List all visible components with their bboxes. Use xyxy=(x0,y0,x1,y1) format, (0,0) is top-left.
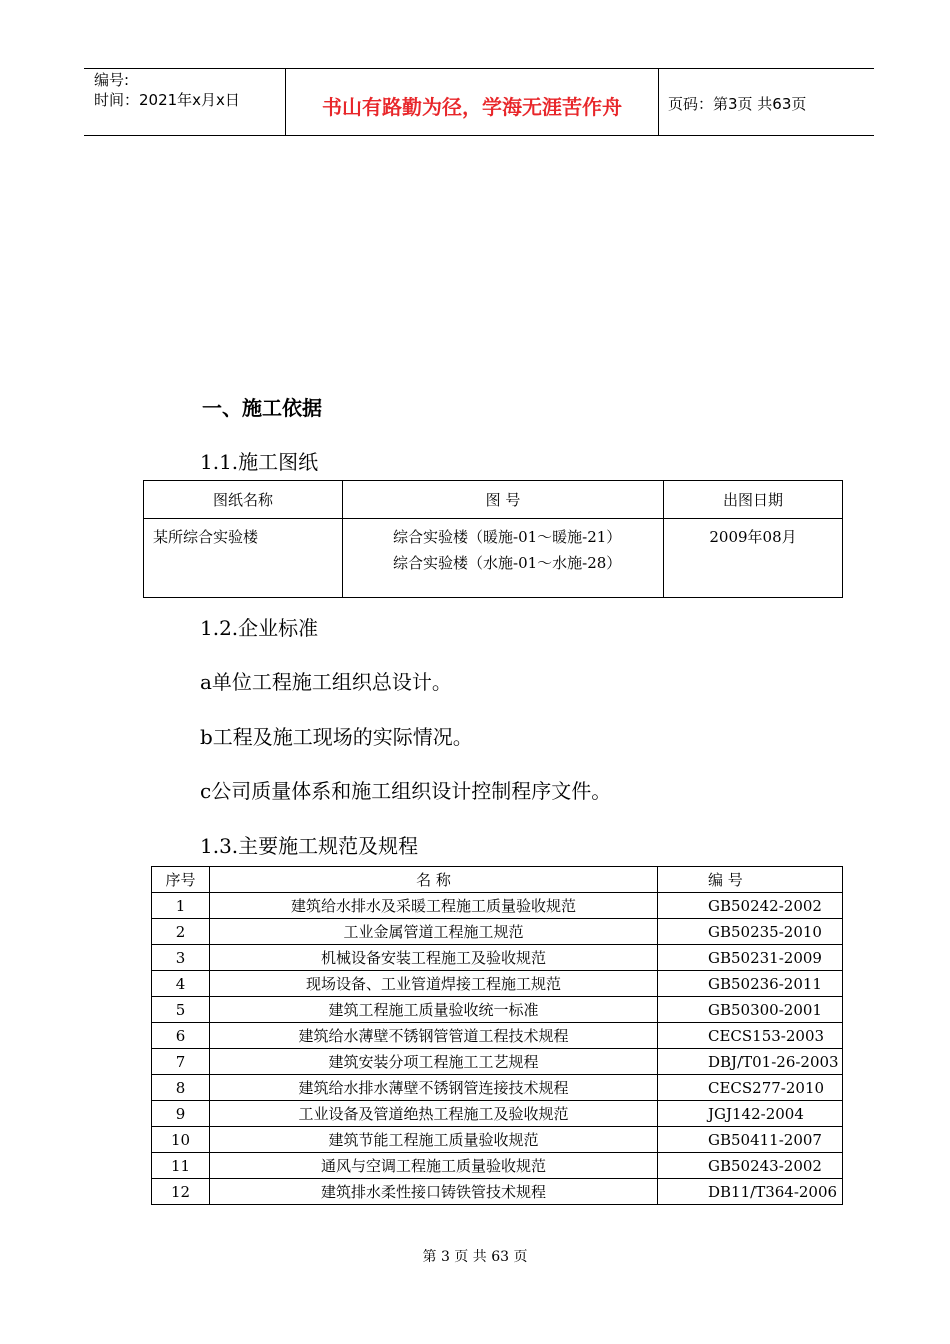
table-row xyxy=(152,945,843,971)
spec-code-cell: GB50300-2001 xyxy=(658,997,843,1023)
drawings-table xyxy=(143,480,843,598)
issue-date-cell: 2009年08月 xyxy=(664,519,843,598)
spec-code-cell: DBJ/T01-26-2003 xyxy=(658,1049,843,1075)
spec-code-cell: DB11/T364-2006 xyxy=(658,1179,843,1205)
section-heading: 一、施工依据 xyxy=(202,396,322,420)
row-number-cell: 7 xyxy=(152,1049,210,1075)
row-number-cell: 2 xyxy=(152,919,210,945)
row-number-cell: 4 xyxy=(152,971,210,997)
header-bottom-rule xyxy=(84,135,874,136)
serial-label: 编号: xyxy=(94,71,130,89)
table-row xyxy=(152,1127,843,1153)
table-row xyxy=(152,1075,843,1101)
standard-item-b: b工程及施工现场的实际情况。 xyxy=(200,725,473,749)
row-number-cell: 11 xyxy=(152,1153,210,1179)
drawing-number-cell xyxy=(343,519,664,598)
table-header-row xyxy=(144,481,843,519)
spec-name-cell: 工业金属管道工程施工规范 xyxy=(210,919,658,945)
spec-name-cell: 建筑节能工程施工质量验收规范 xyxy=(210,1127,658,1153)
section-1-2-title: 1.2.企业标准 xyxy=(200,616,319,640)
spec-code-cell: GB50235-2010 xyxy=(658,919,843,945)
specifications-table xyxy=(151,866,843,1205)
row-number-cell: 10 xyxy=(152,1127,210,1153)
table-row xyxy=(152,1101,843,1127)
spec-code-cell: GB50236-2011 xyxy=(658,971,843,997)
col-issue-date: 出图日期 xyxy=(664,481,843,519)
row-number-cell: 8 xyxy=(152,1075,210,1101)
row-number-cell: 9 xyxy=(152,1101,210,1127)
col-name: 名 称 xyxy=(210,867,658,893)
spec-code-cell: CECS153-2003 xyxy=(658,1023,843,1049)
spec-name-cell: 工业设备及管道绝热工程施工及验收规范 xyxy=(210,1101,658,1127)
table-row xyxy=(152,919,843,945)
section-1-3-title: 1.3.主要施工规范及规程 xyxy=(200,834,419,858)
table-row xyxy=(152,1153,843,1179)
table-row xyxy=(152,1179,843,1205)
row-number-cell: 3 xyxy=(152,945,210,971)
table-row xyxy=(152,971,843,997)
spec-code-cell: GB50243-2002 xyxy=(658,1153,843,1179)
table-header-row xyxy=(152,867,843,893)
spec-name-cell: 现场设备、工业管道焊接工程施工规范 xyxy=(210,971,658,997)
spec-code-cell: CECS277-2010 xyxy=(658,1075,843,1101)
standard-item-c: c公司质量体系和施工组织设计控制程序文件。 xyxy=(200,779,612,803)
col-drawing-name: 图纸名称 xyxy=(144,481,343,519)
spec-name-cell: 建筑排水柔性接口铸铁管技术规程 xyxy=(210,1179,658,1205)
spec-name-cell: 建筑安装分项工程施工工艺规程 xyxy=(210,1049,658,1075)
standard-item-a: a单位工程施工组织总设计。 xyxy=(200,670,452,694)
spec-code-cell: GB50231-2009 xyxy=(658,945,843,971)
spec-code-cell: GB50411-2007 xyxy=(658,1127,843,1153)
drawing-name-cell: 某所综合实验楼 xyxy=(144,519,343,598)
row-number-cell: 6 xyxy=(152,1023,210,1049)
row-number-cell: 1 xyxy=(152,893,210,919)
col-no: 序号 xyxy=(152,867,210,893)
table-row xyxy=(152,1049,843,1075)
time-label: 时间：2021年x月x日 xyxy=(94,91,240,109)
table-row xyxy=(152,997,843,1023)
table-row xyxy=(152,893,843,919)
spec-name-cell: 机械设备安装工程施工及验收规范 xyxy=(210,945,658,971)
header-page-info: 页码：第3页 共63页 xyxy=(668,95,807,113)
table-row xyxy=(152,1023,843,1049)
header-top-rule xyxy=(84,68,874,69)
spec-name-cell: 建筑给水排水及采暖工程施工质量验收规范 xyxy=(210,893,658,919)
spec-code-cell: JGJ142-2004 xyxy=(658,1101,843,1127)
header-divider-right xyxy=(658,68,659,135)
spec-code-cell: GB50242-2002 xyxy=(658,893,843,919)
row-number-cell: 5 xyxy=(152,997,210,1023)
spec-name-cell: 建筑给水排水薄壁不锈钢管连接技术规程 xyxy=(210,1075,658,1101)
drawing-number-line: 综合实验楼（暖施-01～暖施-21） xyxy=(393,528,622,546)
row-number-cell: 12 xyxy=(152,1179,210,1205)
page-footer: 第 3 页 共 63 页 xyxy=(422,1249,528,1265)
drawing-number-line: 综合实验楼（水施-01～水施-28） xyxy=(393,554,622,572)
col-code: 编 号 xyxy=(658,867,843,893)
col-drawing-number: 图 号 xyxy=(343,481,664,519)
spec-name-cell: 通风与空调工程施工质量验收规范 xyxy=(210,1153,658,1179)
spec-name-cell: 建筑给水薄壁不锈钢管管道工程技术规程 xyxy=(210,1023,658,1049)
table-row xyxy=(144,519,843,598)
spec-name-cell: 建筑工程施工质量验收统一标准 xyxy=(210,997,658,1023)
header-motto: 书山有路勤为径，学海无涯苦作舟 xyxy=(322,95,622,119)
section-1-1-title: 1.1.施工图纸 xyxy=(200,450,319,474)
